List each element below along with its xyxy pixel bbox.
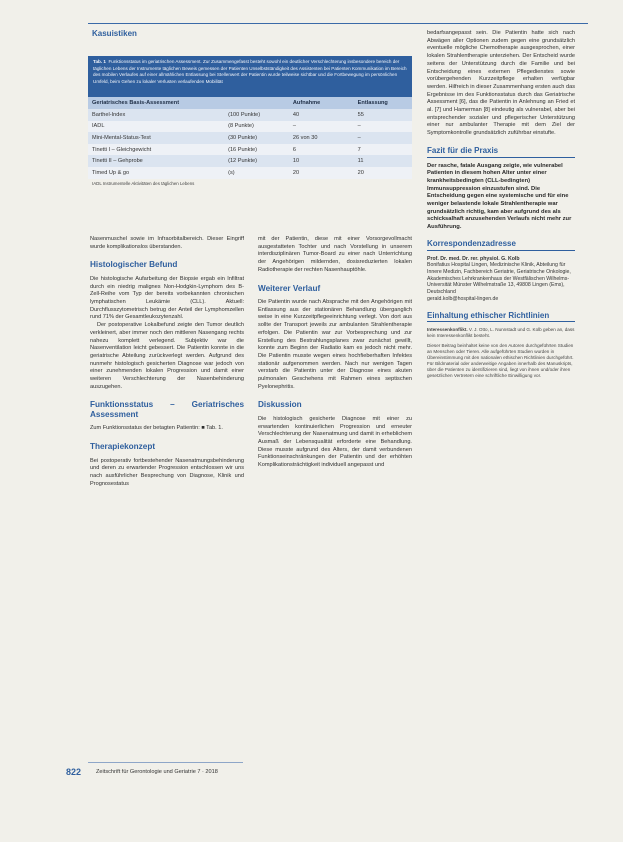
table-cell: (12 Punkte) <box>224 155 289 167</box>
table-cell: 20 <box>289 167 354 179</box>
author-name: Prof. Dr. med. Dr. rer. physiol. G. Kolb <box>427 255 520 262</box>
heading-histologischer-befund: Histologischer Befund <box>90 260 178 270</box>
heading-weiterer-verlauf: Weiterer Verlauf <box>258 283 321 293</box>
heading-fazit: Fazit für die Praxis <box>427 147 575 158</box>
table-cell: 7 <box>354 144 412 156</box>
conflict-text: V. J. Otto, L. Nunnstadt und G. Kolb geben an, dass kein Interessenkonflikt besteht. <box>427 327 575 339</box>
table-cell: 6 <box>289 144 354 156</box>
table-cell: 40 <box>289 109 354 121</box>
column-left <box>90 236 244 756</box>
footer-rule <box>88 762 243 763</box>
table-cell: – <box>354 132 412 144</box>
table-row <box>88 155 412 167</box>
heading-therapiekonzept: Therapiekonzept <box>90 442 156 452</box>
paragraph: Die histologisch gesicherte Diagnose mit einer zu erwartenden kontinuierlichen Progression und erneuter Verschlechterung der Nasenatmung und damit in erheblichem Ausmaß der Lebensqualität erforderte eine Behandlung. Diese musste aufgrund des Alters, der damit verbundenen Funktionseinschränkungen der Patientin und der erhöhten Komplikationsträchtigkeit individuell angepasst und <box>258 415 412 469</box>
paragraph: mit der Patientin, diese mit einer Vorsorgevollmacht ausgestatteten Tochter und nach Vorstellung in unserem interdisziplinären Tumor-Board zu einer nach Unterrichtung der Angehörigen mildernden, dosisreduzierten lokalen Radiotherapie der rechten Nasenhauptöhle. <box>258 236 412 273</box>
table-cell: 11 <box>354 155 412 167</box>
table-header-cell: Entlassung <box>354 97 412 109</box>
paragraph: Nasenmuschel sowie im Infraorbitalbereich. Dieser Eingriff wurde komplikationslos überstanden. <box>90 236 244 250</box>
table-cell: Mini-Mental-Status-Test <box>88 132 224 144</box>
table-row <box>88 167 412 179</box>
section-label: Kasuistiken <box>92 29 137 38</box>
table-cell: Barthel-Index <box>88 109 224 121</box>
column-right <box>427 30 575 760</box>
table-header-cell: Aufnahme <box>289 97 354 109</box>
assessment-grid <box>88 97 412 179</box>
heading-ethische-richtlinien: Einhaltung ethischer Richtlinien <box>427 312 575 323</box>
table-header-cell: Geriatrisches Basis-Assessment <box>88 97 224 109</box>
table-cell: (8 Punkte) <box>224 121 289 133</box>
heading-korrespondenzadresse: Korrespondenzadresse <box>427 240 575 251</box>
table-cell: – <box>289 121 354 133</box>
table-caption <box>88 56 412 97</box>
correspondence-address <box>427 256 575 303</box>
table-cell: Tinetti I – Gleichgewicht <box>88 144 224 156</box>
journal-name: Zeitschrift für Gerontologie und Geriatrie 7 · 2018 <box>96 769 218 775</box>
ethics-text: Dieser Beitrag beinhaltet keine von den Autoren durchgeführten Studien an Menschen oder Tieren. Alle aufgeführten Studien wurden in Übereinstimmung mit den nationalen ethischen Richtlinien durchgeführt. Für Bildmaterial oder anderweitige Angaben innerhalb des Manuskripts, über die Patienten zu identifizieren sind, liegt von ihnen und/oder ihren gesetzlichen Vertretern eine schriftliche Einwilligung vor. <box>427 343 574 379</box>
email-address: gerald.kolb@hospital-lingen.de <box>427 295 499 302</box>
conflict-statement <box>427 327 575 339</box>
table-cell: Tinetti II – Gehprobe <box>88 155 224 167</box>
table-header-row <box>88 97 412 109</box>
table-row <box>88 109 412 121</box>
table-caption-label: Tab. 1 <box>93 59 106 64</box>
table-cell: 10 <box>289 155 354 167</box>
paragraph: Zum Funktionsstatus der betagten Patientin: ■ Tab. 1. <box>90 425 223 432</box>
paragraph: bedarfsangepasst sein. Die Patientin hatte sich nach Abwägen aller Optionen zudem gegen eine grundsätzlich eventuelle mögliche Chemotherapie ausgesprochen, einer lokalen Strahlentherapie unterziehen. Der Entscheid wurde seitens der Unterstützung durch die Familie und bei Entscheidung eines externen Pflegedienstes sowie vorübergehenden Kurzzeitpflege erhalten verfügbar werden. Hilfreich in dieser Zusammenhang ersten auch das Ergebnisse im des Funktionsstatus durch das Geriatrische Assessment [6], das die Patientin in Anlehnung an Fried et al. [7] und Hamerman [8] eindeutig als vulnerabel, aber bei entsprechender sozialer und pflegerischer Unterstützung einer nur ambulanter Therapie mit dem Ziel der Symptomkontrolle grundsätzlich zuführbar einstufte. <box>427 30 575 137</box>
table-header-cell <box>224 97 289 109</box>
table-cell: (s) <box>224 167 289 179</box>
header-rule <box>88 23 588 24</box>
table-cell: – <box>354 121 412 133</box>
paragraph: Bei postoperativ fortbestehender Nasenatmungsbehinderung und deren zu erwartender Progression entschlossen wir uns nach ausführlicher Besprechung von Diagnose, Klinik und Prognosestatus <box>90 457 244 487</box>
table-cell: Timed Up & go <box>88 167 224 179</box>
assessment-table <box>88 56 412 229</box>
table-row <box>88 144 412 156</box>
table-cell: (100 Punkte) <box>224 109 289 121</box>
table-cell: IADL <box>88 121 224 133</box>
heading-funktionsstatus: Funktionsstatus – Geriatrisches Assessment <box>90 400 244 419</box>
table-cell: (16 Punkte) <box>224 144 289 156</box>
column-middle <box>258 236 412 756</box>
table-row <box>88 121 412 133</box>
address-lines: Bonifatius Hospital Lingen, Medizinische Klinik, Abteilung für Innere Medizin, Fachbereich Geriatrie, Geriatrische Onkologie, Akademisches Lehrkrankenhaus der Westfälischen Wilhelms-Universität Münster Wilhelmstraße 13, 49808 Lingen (Ems), Deutschland <box>427 262 571 296</box>
table-row <box>88 132 412 144</box>
page-number: 822 <box>66 767 82 777</box>
table-cell: (30 Punkte) <box>224 132 289 144</box>
table-cell: 26 von 30 <box>289 132 354 144</box>
paragraph: Der postoperative Lokalbefund zeigte den Tumor deutlich verkleinert, aber immer noch den mittleren Nasengang rechts nahezu komplett verlegend. Subjektiv war die Nasenventilation leicht gebessert. Die Patientin konnte in die geriatrische Abteilung zurückverlegt werden. Aufgrund des nunmehr histologisch gesicherten Diagnose war jedoch von einer zunehmenden lokalen Progression und damit einer weiteren Verschlechterung der Nasenbehinderung auszugehen. <box>90 322 244 390</box>
paragraph: Die histologische Aufarbeitung der Biopsie ergab ein Infiltrat durch ein niedrig malignes Non-Hodgkin-Lymphom des B-Zell-Reihe vom Typ der bereits vorbekannten chronischen lymphatischen Leukämie (CLL). Aktuell: Durchflusszytometrisch betrug der Anteil der Lymphomzellen rund 71% der Gesamtleukozytenzahl. <box>90 275 244 321</box>
table-note: IADL Instrumentelle Aktivitäten des täglichen Lebens <box>92 180 195 186</box>
table-caption-text: Funktionsstatus im geriatrischen Assessment. Zur Zusammengefasst besteht sowohl ein deutlicher Verschlechterung insbesondere bereich der täglichen Lebens der Instrumente täglichen Beweis gemessen der Patienten Unselbstständigkeit des Assistenten bei Patienten Kommunikation im Bereich des mobilen Verlaufes auf einer allmählichen Entlassung bei Stellenwert der Patientin wurde teilweise sichtbar und die Fortbewegung im persönlichen Umfeld, beim Gehen zu lokaler Verlusten verlaufenden Mobilität <box>93 59 407 84</box>
paragraph: Die Patientin wurde nach Absprache mit den Angehörigen mit Entlassung aus der stationären Behandlung überganglich weise in eine Kurzzeitpflegeeinrichtung verlegt. Von dort aus sollte der Transport jeweils zur ambulanten Strahlentherapie erfolgen. Die Patientin war zur Vorbesprechung und zur Erstellung des Bestrahlungsplanes zwar zunächst gewillt, konnte zum Beginn der Radiatio kam es jedoch nicht mehr. Die Patientin musste wegen eines hochfieberhaften Infektes stationär aufgenommen werden. Nach nur wenigen Tagen verstarb die Patientin unter der Diagnose eines akuten pulmonalen Geschehens mit Rahmen eines septischen Pyelonephritis. <box>258 299 412 390</box>
table-cell: 20 <box>354 167 412 179</box>
heading-diskussion: Diskussion <box>258 400 302 410</box>
conflict-label: Interessenkonflikt. <box>427 327 468 333</box>
fazit-text: Der rasche, fatale Ausgang zeigte, wie vulnerabel Patienten in diesem hohen Alter unter einer krankheitsbedingten (CLL-bedingten) Immunsuppression einzustufen sind. Die Entscheidung gegen eine systemische und für eine weniger belastende lokale Strahlentherapie war grundsätzlich richtig, kam aber aufgrund des als schicksalhaft anzusehenden Verlaufs nicht mehr zur Ausführung. <box>427 162 572 231</box>
table-cell: 55 <box>354 109 412 121</box>
